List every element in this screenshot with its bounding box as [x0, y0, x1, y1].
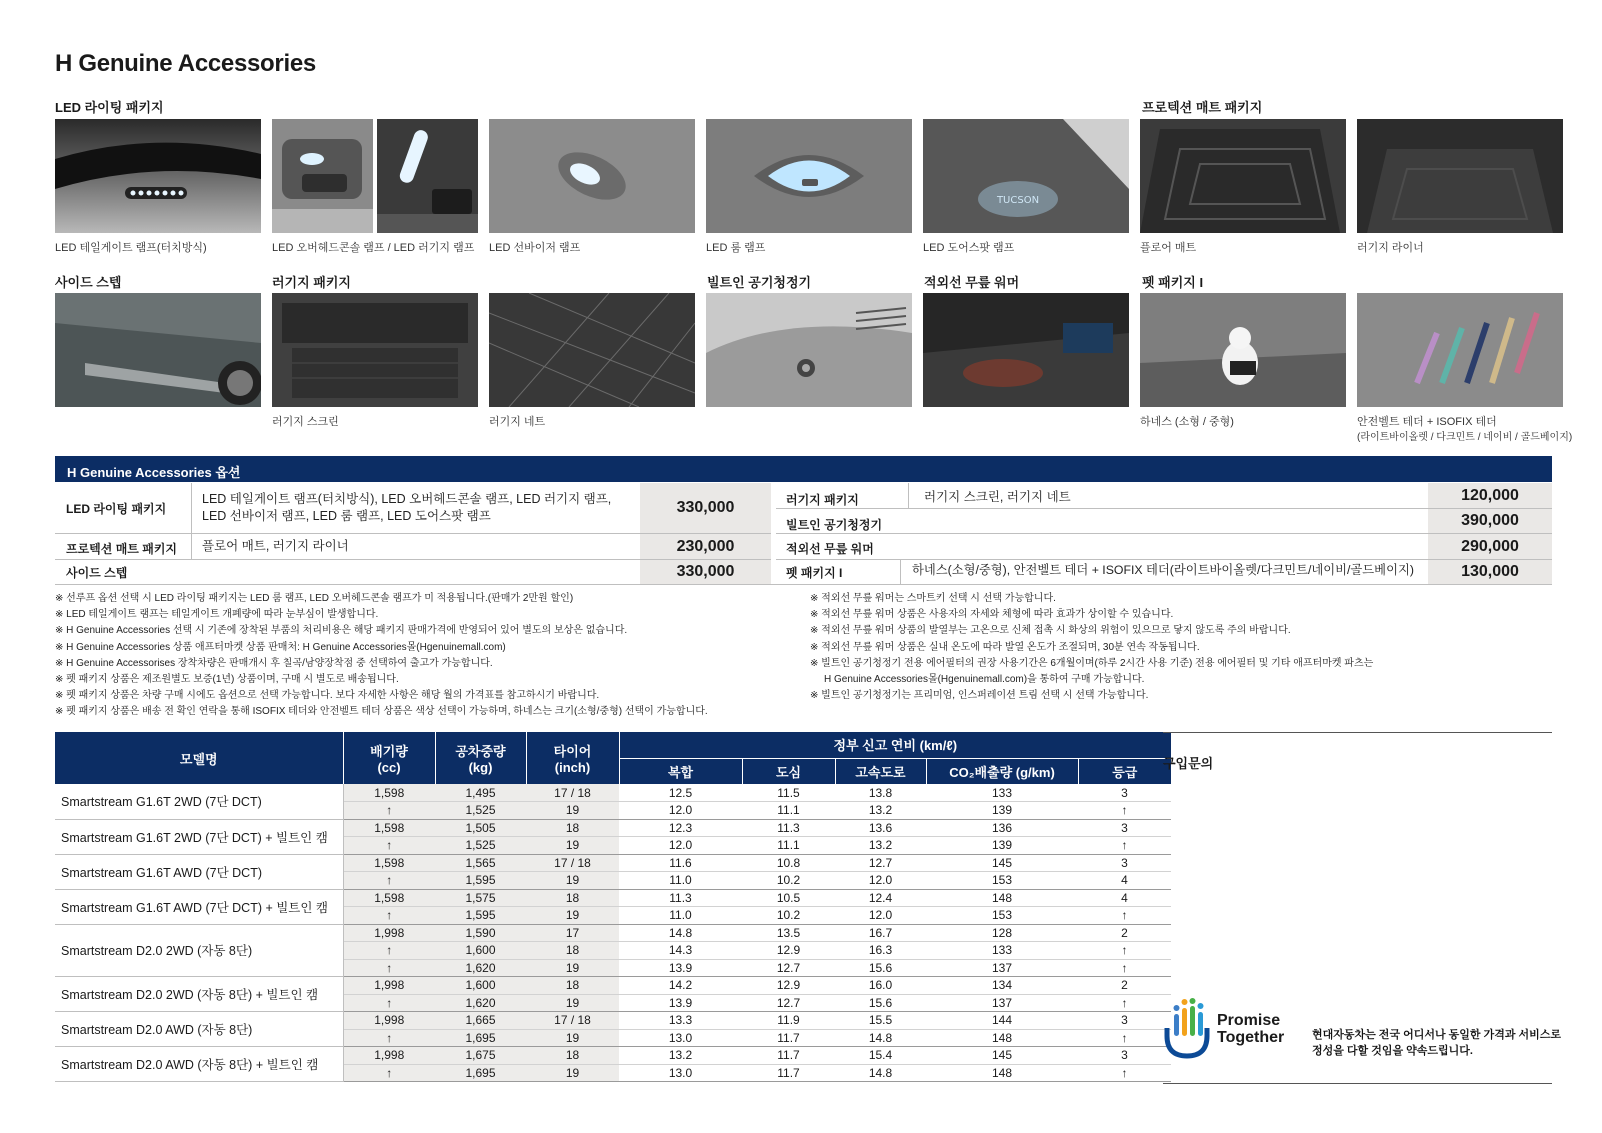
spec-row [55, 854, 1171, 872]
spec-cell: 139 [926, 837, 1078, 855]
spec-cell: ↑ [343, 994, 435, 1012]
caption-luggage-liner: 러기지 라이너 [1357, 242, 1424, 254]
inquiry-top-line [1163, 732, 1552, 733]
spec-cell: 12.0 [835, 907, 926, 925]
spec-cell: 11.0 [619, 907, 742, 925]
option-led-desc-line1: LED 테일게이트 램프(터치방식), LED 오버헤드콘솔 램프, LED 러기지 램프, [202, 492, 612, 506]
section-pet: 펫 패키지 I [1142, 275, 1204, 290]
spec-cell: 1,620 [435, 994, 526, 1012]
spec-cell: 1,575 [435, 889, 526, 907]
option-protection-price: 230,000 [640, 534, 771, 559]
spec-row [55, 1012, 1171, 1030]
inquiry-title: 구입문의 [1163, 756, 1214, 771]
spec-cell: 16.3 [835, 942, 926, 960]
photo-side-step [55, 293, 261, 407]
spec-cell: ↑ [1078, 907, 1171, 925]
col-highway: 고속도로 [835, 758, 926, 784]
caption-tether-title: 안전벨트 테더 + ISOFIX 테더 [1357, 416, 1497, 428]
note-line: ※ H Genuine Accessorises 장착차량은 판매개시 후 칠곡/남양장착점 중 선택하여 출고가 가능합니다. [55, 657, 493, 669]
spec-cell: ↑ [1078, 959, 1171, 977]
spec-cell: 1,525 [435, 837, 526, 855]
caption-tether-colors: (라이트바이올렛 / 다크민트 / 네이비 / 골드베이지) [1357, 432, 1573, 443]
spec-cell: 15.6 [835, 994, 926, 1012]
spec-cell: 1,675 [435, 1047, 526, 1065]
spec-cell: 4 [1078, 889, 1171, 907]
spec-cell: 1,565 [435, 854, 526, 872]
caption-floor-mat: 플로어 매트 [1140, 242, 1197, 254]
spec-cell: 19 [526, 837, 619, 855]
spec-cell: 13.8 [835, 784, 926, 802]
option-luggage-desc: 러기지 스크린, 러기지 네트 [924, 490, 1071, 504]
spec-cell: 14.8 [619, 924, 742, 942]
caption-harness: 하네스 (소형 / 중형) [1140, 416, 1234, 428]
spec-cell: ↑ [343, 802, 435, 820]
spec-cell: 137 [926, 959, 1078, 977]
spec-cell: 12.7 [742, 959, 835, 977]
spec-cell: 13.6 [835, 819, 926, 837]
spec-cell: 144 [926, 1012, 1078, 1030]
note-line: ※ 적외선 무릎 워머 상품은 실내 온도에 따라 발열 온도가 조절되며, 30분 연속 작동됩니다. [810, 641, 1200, 653]
spec-cell: 1,695 [435, 1064, 526, 1082]
caption-luggage-screen: 러기지 스크린 [272, 416, 339, 428]
note-line: ※ 펫 패키지 상품은 배송 전 확인 연락을 통해 ISOFIX 테더와 안전벨트 테더 상품은 색상 선택이 가능하며, 하네스는 크기(소형/중형) 선택이 가능합니다. [55, 706, 708, 718]
photo-luggage-net [489, 293, 695, 407]
option-warmer-price: 290,000 [1428, 534, 1552, 559]
svg-text:TUCSON: TUCSON [996, 195, 1040, 206]
spec-cell: 12.9 [742, 942, 835, 960]
spec-cell: 14.2 [619, 977, 742, 995]
spec-cell: 145 [926, 1047, 1078, 1065]
option-led-price: 330,000 [640, 483, 771, 533]
section-led-lighting: LED 라이팅 패키지 [55, 100, 164, 115]
photo-overhead-console-lamp [272, 119, 373, 233]
option-luggage-name: 러기지 패키지 [786, 493, 859, 507]
col-city: 도심 [742, 758, 835, 784]
spec-cell: 12.7 [742, 994, 835, 1012]
section-knee-warmer: 적외선 무릎 워머 [924, 275, 1020, 290]
note-line: ※ 적외선 무릎 워머 상품의 발열부는 고온으로 신체 접촉 시 화상의 위험이 있으므로 닿지 않도록 주의 바랍니다. [810, 625, 1291, 637]
spec-cell: 148 [926, 889, 1078, 907]
spec-model-name: Smartstream G1.6T 2WD (7단 DCT) [55, 784, 343, 819]
spec-cell: 18 [526, 819, 619, 837]
col-combined: 복합 [619, 758, 742, 784]
option-side-step-name: 사이드 스텝 [66, 566, 128, 580]
col-weight [435, 732, 526, 784]
spec-cell: 12.0 [835, 872, 926, 890]
spec-cell: 17 [526, 924, 619, 942]
option-purifier-name: 빌트인 공기청정기 [786, 518, 883, 532]
promise-word-2: Together [1217, 1029, 1285, 1046]
page-title: H Genuine Accessories [55, 50, 316, 77]
spec-cell: 12.0 [619, 837, 742, 855]
spec-cell: 19 [526, 959, 619, 977]
note-line: ※ H Genuine Accessories 선택 시 기존에 장착된 부품의 처리비용은 해당 패키지 판매가격에 반영되어 있어 별도의 보상은 없습니다. [55, 625, 628, 637]
spec-cell: 19 [526, 994, 619, 1012]
spec-cell: 13.2 [619, 1047, 742, 1065]
spec-cell: 12.9 [742, 977, 835, 995]
spec-cell: ↑ [1078, 802, 1171, 820]
photo-pet-harness [1140, 293, 1346, 407]
spec-cell: 17 / 18 [526, 1012, 619, 1030]
note-line: H Genuine Accessories몰(Hgenuinemall.com)을 통하여 구매 가능합니다. [824, 674, 1145, 686]
spec-cell: ↑ [343, 1029, 435, 1047]
photo-sunvisor-lamp [489, 119, 695, 233]
caption-room: LED 룸 램프 [706, 242, 766, 254]
spec-cell: 13.2 [835, 802, 926, 820]
photo-air-purifier [706, 293, 912, 407]
caption-sunvisor: LED 선바이저 램프 [489, 242, 581, 254]
section-purifier: 빌트인 공기청정기 [707, 275, 812, 290]
spec-cell: 11.5 [742, 784, 835, 802]
spec-table [55, 732, 1171, 1082]
spec-cell: 17 / 18 [526, 784, 619, 802]
spec-cell: ↑ [1078, 1064, 1171, 1082]
col-co2: CO₂배출량 (g/km) [926, 758, 1078, 784]
spec-cell: 128 [926, 924, 1078, 942]
spec-cell: 12.7 [835, 854, 926, 872]
caption-overhead: LED 오버헤드콘솔 램프 / LED 러기지 램프 [272, 242, 475, 254]
spec-model-name: Smartstream G1.6T 2WD (7단 DCT) + 빌트인 캠 [55, 819, 343, 854]
spec-model-name: Smartstream G1.6T AWD (7단 DCT) [55, 854, 343, 889]
option-side-step-price: 330,000 [640, 560, 771, 584]
note-line: ※ 펫 패키지 상품은 차량 구매 시에도 옵션으로 선택 가능합니다. 보다 자세한 사항은 해당 월의 가격표를 참고하시기 바랍니다. [55, 690, 600, 702]
option-led-desc [202, 491, 611, 525]
caption-tether [1357, 415, 1572, 445]
spec-cell: 15.4 [835, 1047, 926, 1065]
photo-luggage-lamp [377, 119, 478, 233]
spec-cell: 19 [526, 802, 619, 820]
promise-slogan [1312, 1027, 1561, 1059]
spec-cell: 153 [926, 907, 1078, 925]
option-pet-name: 펫 패키지 I [786, 566, 843, 580]
photo-knee-warmer [923, 293, 1129, 407]
col-model: 모델명 [55, 732, 343, 784]
caption-tailgate: LED 테일게이트 램프(터치방식) [55, 242, 207, 254]
spec-cell: 133 [926, 942, 1078, 960]
spec-row [55, 819, 1171, 837]
spec-cell: 11.7 [742, 1064, 835, 1082]
spec-cell: 11.9 [742, 1012, 835, 1030]
spec-model-name: Smartstream D2.0 AWD (자동 8단) [55, 1012, 343, 1047]
spec-cell: 19 [526, 907, 619, 925]
spec-cell: 134 [926, 977, 1078, 995]
spec-cell: 1,525 [435, 802, 526, 820]
spec-cell: 11.1 [742, 802, 835, 820]
spec-cell: 137 [926, 994, 1078, 1012]
spec-cell: ↑ [343, 959, 435, 977]
spec-cell: 11.6 [619, 854, 742, 872]
spec-cell: 1,598 [343, 854, 435, 872]
notes-left [55, 591, 708, 721]
spec-model-name: Smartstream G1.6T AWD (7단 DCT) + 빌트인 캠 [55, 889, 343, 924]
spec-cell: 1,495 [435, 784, 526, 802]
spec-cell: 16.0 [835, 977, 926, 995]
spec-cell: 15.5 [835, 1012, 926, 1030]
spec-cell: 14.3 [619, 942, 742, 960]
spec-cell: 3 [1078, 819, 1171, 837]
spec-cell: 1,505 [435, 819, 526, 837]
spec-model-name: Smartstream D2.0 2WD (자동 8단) [55, 924, 343, 977]
caption-luggage-net: 러기지 네트 [489, 416, 546, 428]
promise-together-icon [1163, 998, 1211, 1060]
note-line: ※ 빌트인 공기청정기 전용 에어필터의 권장 사용기간은 6개월이며(하루 2시간 사용 기준) 전용 에어필터 및 기타 애프터마켓 파츠는 [810, 657, 1374, 669]
slogan-line-1: 현대자동차는 전국 어디서나 동일한 가격과 서비스로 [1312, 1029, 1562, 1041]
photo-tailgate-lamp [55, 119, 261, 233]
spec-cell: ↑ [1078, 1029, 1171, 1047]
spec-cell: 19 [526, 1064, 619, 1082]
spec-cell: ↑ [343, 1064, 435, 1082]
options-divider [191, 483, 192, 559]
inquiry-bottom-line [1163, 1083, 1552, 1084]
spec-cell: 1,600 [435, 977, 526, 995]
col-displacement-unit: (cc) [377, 760, 401, 775]
options-divider [776, 533, 1552, 534]
section-protection-mat: 프로텍션 매트 패키지 [1142, 100, 1263, 115]
spec-cell: 1,620 [435, 959, 526, 977]
photo-door-spot-lamp [923, 119, 1129, 233]
option-luggage-price: 120,000 [1428, 483, 1552, 508]
spec-cell: ↑ [343, 872, 435, 890]
option-led-name: LED 라이팅 패키지 [66, 502, 167, 516]
spec-cell: 11.7 [742, 1029, 835, 1047]
spec-cell: ↑ [1078, 994, 1171, 1012]
spec-cell: 11.3 [619, 889, 742, 907]
spec-row [55, 889, 1171, 907]
note-line: ※ LED 테일게이트 램프는 테일게이트 개폐량에 따라 눈부심이 발생합니다. [55, 609, 379, 621]
spec-cell: ↑ [343, 837, 435, 855]
option-pet-desc: 하네스(소형/중형), 안전벨트 테더 + ISOFIX 테더(라이트바이올렛/다크민트/네이비/골드베이지) [912, 563, 1414, 577]
spec-cell: 139 [926, 802, 1078, 820]
spec-cell: 11.7 [742, 1047, 835, 1065]
spec-cell: 18 [526, 1047, 619, 1065]
spec-model-name: Smartstream D2.0 2WD (자동 8단) + 빌트인 캠 [55, 977, 343, 1012]
photo-pet-tether [1357, 293, 1563, 407]
spec-cell: 12.4 [835, 889, 926, 907]
option-pet-price: 130,000 [1428, 560, 1552, 584]
notes-right [810, 591, 1373, 704]
spec-cell: 3 [1078, 1012, 1171, 1030]
spec-cell: 4 [1078, 872, 1171, 890]
section-luggage: 러기지 패키지 [272, 275, 351, 290]
spec-cell: 12.5 [619, 784, 742, 802]
spec-cell: 11.1 [742, 837, 835, 855]
spec-cell: 145 [926, 854, 1078, 872]
spec-cell: 19 [526, 872, 619, 890]
spec-cell: 2 [1078, 924, 1171, 942]
spec-cell: 1,600 [435, 942, 526, 960]
promise-word-1: Promise [1217, 1012, 1281, 1029]
spec-cell: 3 [1078, 784, 1171, 802]
slogan-line-2: 정성을 다할 것임을 약속드립니다. [1312, 1045, 1473, 1057]
spec-cell: 13.9 [619, 959, 742, 977]
col-displacement-label: 배기량 [370, 744, 408, 759]
spec-cell: 3 [1078, 1047, 1171, 1065]
caption-doorspot: LED 도어스팟 램프 [923, 242, 1015, 254]
spec-cell: 133 [926, 784, 1078, 802]
spec-cell: 13.0 [619, 1029, 742, 1047]
options-header: H Genuine Accessories 옵션 [55, 456, 1552, 482]
spec-cell: 16.7 [835, 924, 926, 942]
spec-cell: 1,998 [343, 924, 435, 942]
spec-cell: 13.3 [619, 1012, 742, 1030]
spec-cell: 18 [526, 889, 619, 907]
spec-cell: 1,595 [435, 907, 526, 925]
spec-cell: 13.5 [742, 924, 835, 942]
promise-together-logo [1163, 998, 1284, 1060]
photo-luggage-screen [272, 293, 478, 407]
spec-model-name: Smartstream D2.0 AWD (자동 8단) + 빌트인 캠 [55, 1047, 343, 1082]
spec-cell: 13.9 [619, 994, 742, 1012]
spec-cell: 148 [926, 1029, 1078, 1047]
spec-cell: 148 [926, 1064, 1078, 1082]
options-divider [900, 559, 901, 584]
spec-cell: 13.2 [835, 837, 926, 855]
photo-floor-mat [1140, 119, 1346, 233]
spec-cell: ↑ [1078, 837, 1171, 855]
option-protection-desc: 플로어 매트, 러기지 라이너 [202, 539, 349, 553]
note-line: ※ H Genuine Accessories 상품 애프터마켓 상품 판매처: H Genuine Accessories몰(Hgenuinemall.com) [55, 641, 506, 653]
options-divider [55, 533, 771, 534]
col-weight-unit: (kg) [468, 760, 493, 775]
note-line: ※ 펫 패키지 상품은 제조원별도 보증(1년) 상품이며, 구매 시 별도로 배송됩니다. [55, 674, 399, 686]
spec-cell: 18 [526, 942, 619, 960]
spec-cell: 17 / 18 [526, 854, 619, 872]
spec-cell: ↑ [343, 907, 435, 925]
spec-cell: 1,998 [343, 1012, 435, 1030]
options-divider [55, 584, 1552, 585]
spec-cell: ↑ [343, 942, 435, 960]
option-protection-name: 프로텍션 매트 패키지 [66, 542, 177, 556]
options-divider [55, 559, 771, 560]
spec-cell: 1,695 [435, 1029, 526, 1047]
spec-cell: 10.2 [742, 872, 835, 890]
spec-cell: 18 [526, 977, 619, 995]
spec-cell: 1,590 [435, 924, 526, 942]
options-divider [776, 508, 1552, 509]
spec-cell: 153 [926, 872, 1078, 890]
spec-cell: 12.0 [619, 802, 742, 820]
spec-row [55, 924, 1171, 942]
option-led-desc-line2: LED 선바이저 램프, LED 룸 램프, LED 도어스팟 램프 [202, 509, 491, 523]
note-line: ※ 적외선 무릎 워머는 스마트키 선택 시 선택 가능합니다. [810, 593, 1056, 604]
col-displacement [343, 732, 435, 784]
options-divider [908, 483, 909, 508]
spec-cell: 1,598 [343, 889, 435, 907]
options-divider [776, 559, 1552, 560]
option-warmer-name: 적외선 무릎 워머 [786, 542, 874, 556]
spec-row [55, 977, 1171, 995]
option-purifier-price: 390,000 [1428, 509, 1552, 533]
spec-cell: 11.0 [619, 872, 742, 890]
spec-cell: 2 [1078, 977, 1171, 995]
spec-cell: 1,665 [435, 1012, 526, 1030]
photo-luggage-liner [1357, 119, 1563, 233]
spec-cell: 3 [1078, 854, 1171, 872]
spec-cell: 12.3 [619, 819, 742, 837]
spec-cell: 10.8 [742, 854, 835, 872]
spec-cell: ↑ [1078, 942, 1171, 960]
note-line: ※ 선루프 옵션 선택 시 LED 라이팅 패키지는 LED 룸 램프, LED 오버헤드콘솔 램프가 미 적용됩니다.(판매가 2만원 할인) [55, 593, 574, 604]
spec-cell: 15.6 [835, 959, 926, 977]
col-tire-unit: (inch) [554, 760, 591, 775]
spec-cell: 10.2 [742, 907, 835, 925]
spec-cell: 1,598 [343, 784, 435, 802]
spec-cell: 13.0 [619, 1064, 742, 1082]
spec-cell: 1,998 [343, 1047, 435, 1065]
spec-cell: 14.8 [835, 1064, 926, 1082]
spec-cell: 1,598 [343, 819, 435, 837]
note-line: ※ 적외선 무릎 워머 상품은 사용자의 자세와 체형에 따라 효과가 상이할 수 있습니다. [810, 609, 1174, 621]
section-side-step: 사이드 스텝 [55, 275, 122, 290]
spec-cell: 10.5 [742, 889, 835, 907]
spec-row [55, 1047, 1171, 1065]
spec-cell: 14.8 [835, 1029, 926, 1047]
col-fuel-economy: 정부 신고 연비 (km/ℓ) [619, 732, 1171, 758]
col-weight-label: 공차중량 [455, 744, 506, 759]
note-line: ※ 빌트인 공기청정기는 프리미엄, 인스퍼레이션 트림 선택 시 선택 가능합니다. [810, 690, 1149, 702]
promise-wordmark [1217, 1012, 1284, 1046]
spec-cell: 136 [926, 819, 1078, 837]
col-tire-label: 타이어 [553, 744, 592, 759]
col-tire [526, 732, 619, 784]
photo-room-lamp [706, 119, 912, 233]
spec-row [55, 784, 1171, 802]
spec-cell: 11.3 [742, 819, 835, 837]
spec-cell: 1,595 [435, 872, 526, 890]
spec-cell: 1,998 [343, 977, 435, 995]
col-grade: 등급 [1078, 758, 1171, 784]
spec-cell: 19 [526, 1029, 619, 1047]
